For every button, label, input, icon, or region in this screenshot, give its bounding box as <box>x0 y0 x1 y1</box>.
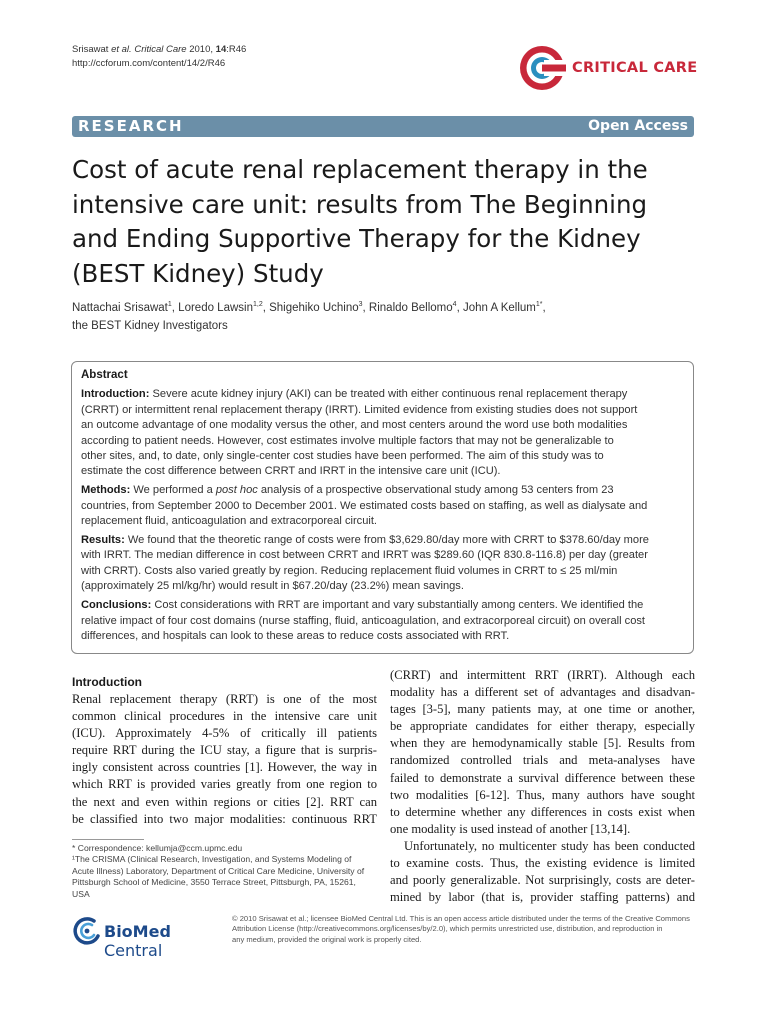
section-banner <box>72 116 694 137</box>
citation-header <box>72 43 246 71</box>
abstract-content <box>81 368 686 648</box>
body-line: be appropriate candidates for either therapy, especially <box>390 719 695 734</box>
author-name: Shigehiko Uchino <box>269 301 359 314</box>
body-line: and poorly generalizable. Not surprisingly, costs are deter- <box>390 873 695 888</box>
article-title <box>72 153 692 291</box>
title-line: Cost of acute renal replacement therapy in the <box>72 155 648 184</box>
body-line: one modality is used instead of another [13,14]. <box>390 821 631 836</box>
author-name: Loredo Lawsin <box>178 301 253 314</box>
publisher-logo-text: BioMed Central <box>104 922 171 960</box>
body-line: mined by labor (that is, provider staffing patterns) and <box>390 890 695 905</box>
critical-care-c-icon <box>518 44 566 92</box>
body-line: ingly consistent across countries [1]. However, the way in <box>72 760 377 775</box>
license-line: © 2010 Srisawat et al.; licensee BioMed Central Ltd. This is an open access article distributed under the terms of the Creative Commons <box>232 914 690 923</box>
citation-line: Srisawat et al. Critical Care 2010, 14:R46 <box>72 44 247 55</box>
biomed-central-swoosh-icon <box>72 916 102 946</box>
abstract-methods: Methods: We performed a post hoc analysis of a prospective observational study among 53 centers from 23 countries, from September 2000 to December 2001. We estimated costs based on staffing, as well as dialysate and replacement fluid, anticoagulation and extracorporeal circuit. <box>81 484 648 528</box>
license-line: any medium, provided the original work is properly cited. <box>232 934 422 944</box>
author-list <box>72 296 692 335</box>
title-line: and Ending Supportive Therapy for the Kidney <box>72 224 641 253</box>
body-line: Renal replacement therapy (RRT) is one of the most <box>72 692 377 706</box>
body-line: to determine whether any differences in costs exist when <box>390 804 695 819</box>
footnote-divider <box>72 839 144 840</box>
body-line: to examine costs. Thus, the existing evidence is limited <box>390 856 695 871</box>
abstract-results: Results: We found that the theoretic range of costs were from $3,629.80/day more with CRRT to $378.60/day more with IRRT. The median difference in cost between CRRT and IRRT was $289.60 (IQR 830.8-116.8) per day (greater with CRRT). Costs also varied greatly by region. Reducing replacement fluid volumes in CRRT to ≤ 25 ml/min (approximately 25 ml/kg/hr) would result in $67.20/day (23.2%) mean savings. <box>81 534 649 593</box>
body-line: Unfortunately, no multicenter study has been conducted <box>404 838 695 853</box>
abstract-box <box>71 361 694 654</box>
article-url[interactable]: http://ccforum.com/content/14/2/R46 <box>72 58 226 69</box>
affiliation-footnote: Pittsburgh School of Medicine, 3550 Terrace Street, Pittsburgh, PA, 15261, <box>72 877 356 888</box>
journal-logo-text: CRITICAL CARE <box>572 60 698 76</box>
abstract-heading: Abstract <box>81 369 128 381</box>
body-line: failed to demonstrate a survival difference between these <box>390 770 695 785</box>
author-name: Nattachai Srisawat <box>72 301 168 314</box>
body-line: two modalities [6-12]. Thus, many authors have sought <box>390 787 695 802</box>
critical-care-logo <box>518 44 698 92</box>
affiliation-footnote: ¹The CRISMA (Clinical Research, Investigation, and Systems Modeling of <box>72 854 352 865</box>
correspondence-footnote: * Correspondence: kellumja@ccm.upmc.edu <box>72 843 243 853</box>
body-line: (CRRT) and intermittent RRT (IRRT). Although each <box>390 668 695 682</box>
affiliation-footnote: USA <box>72 888 90 899</box>
body-line: modality has a different set of advantages and disadvan- <box>390 685 695 700</box>
footnotes <box>72 843 372 900</box>
introduction-heading: Introduction <box>72 675 142 689</box>
body-line: common clinical procedures in the intensive care unit <box>72 709 377 724</box>
body-left-column <box>72 675 377 828</box>
body-line: tages [3-5], many patients may, at one time or another, <box>390 702 695 717</box>
body-right-column <box>390 667 695 906</box>
title-line: (BEST Kidney) Study <box>72 258 324 288</box>
abstract-introduction: Introduction: Severe acute kidney injury (AKI) can be treated with either continuous renal replacement therapy (CRRT) or intermittent renal replacement therapy (IRRT). Limited evidence from existing studies does not support an outcome advantage of one modality versus the other, and most centers around the word use both modalities according to patient needs. However, cost estimates involve multiple factors that may not be generalizable to other sites, and, to date, only single-center cost studies have been performed. The aim of this study was to estimate the cost difference between CRRT and IRRT in the intensive care unit (ICU). <box>81 388 638 478</box>
body-line: which RRT is provided varies greatly from one region to <box>72 777 377 792</box>
section-label: RESEARCH <box>78 117 184 135</box>
body-line: be classified into two major modalities: continuous RRT <box>72 811 377 826</box>
author-line: Nattachai Srisawat$^1$, Loredo Lawsin$^{1,2}$, Shigehiko Uchino$^3$, Rinaldo Bellomo$^4$, John A Kellum$^{1*}$, <box>72 301 546 314</box>
title-line: intensive care unit: results from The Beginning <box>72 189 648 219</box>
body-line: require RRT during the ICU stay, a figure that is surpris- <box>72 743 377 758</box>
open-access-label: Open Access <box>588 118 688 134</box>
body-line: the next and even within regions or cities [2]. RRT can <box>72 794 377 809</box>
abstract-conclusions: Conclusions: Cost considerations with RRT are important and vary substantially among centers. We identified the relative impact of four cost domains (nurse staffing, fluid, anticoagulation, and extracorporeal circuit) on overall cost differences, and hospitals can look to these areas to reduce costs associated with RRT. <box>81 599 646 642</box>
biomed-central-logo <box>72 914 222 960</box>
body-line: randomized controlled trials and meta-analyses have <box>390 753 695 768</box>
author-group: the BEST Kidney Investigators <box>72 319 228 332</box>
body-line: (ICU). Approximately 4-5% of critically ill patients <box>72 726 377 741</box>
license-notice <box>232 914 702 945</box>
affiliation-footnote: Acute Illness) Laboratory, Department of Critical Care Medicine, University of <box>72 865 365 876</box>
body-line: when they are hemodynamically stable [5]. Results from <box>390 736 695 751</box>
author-name: Rinaldo Bellomo <box>368 301 453 314</box>
author-name: John A Kellum <box>462 301 536 314</box>
license-line: Attribution License (http://creativecommons.org/licenses/by/2.0), which permits unrestricted use, distribution, and reproduction in <box>232 924 663 934</box>
